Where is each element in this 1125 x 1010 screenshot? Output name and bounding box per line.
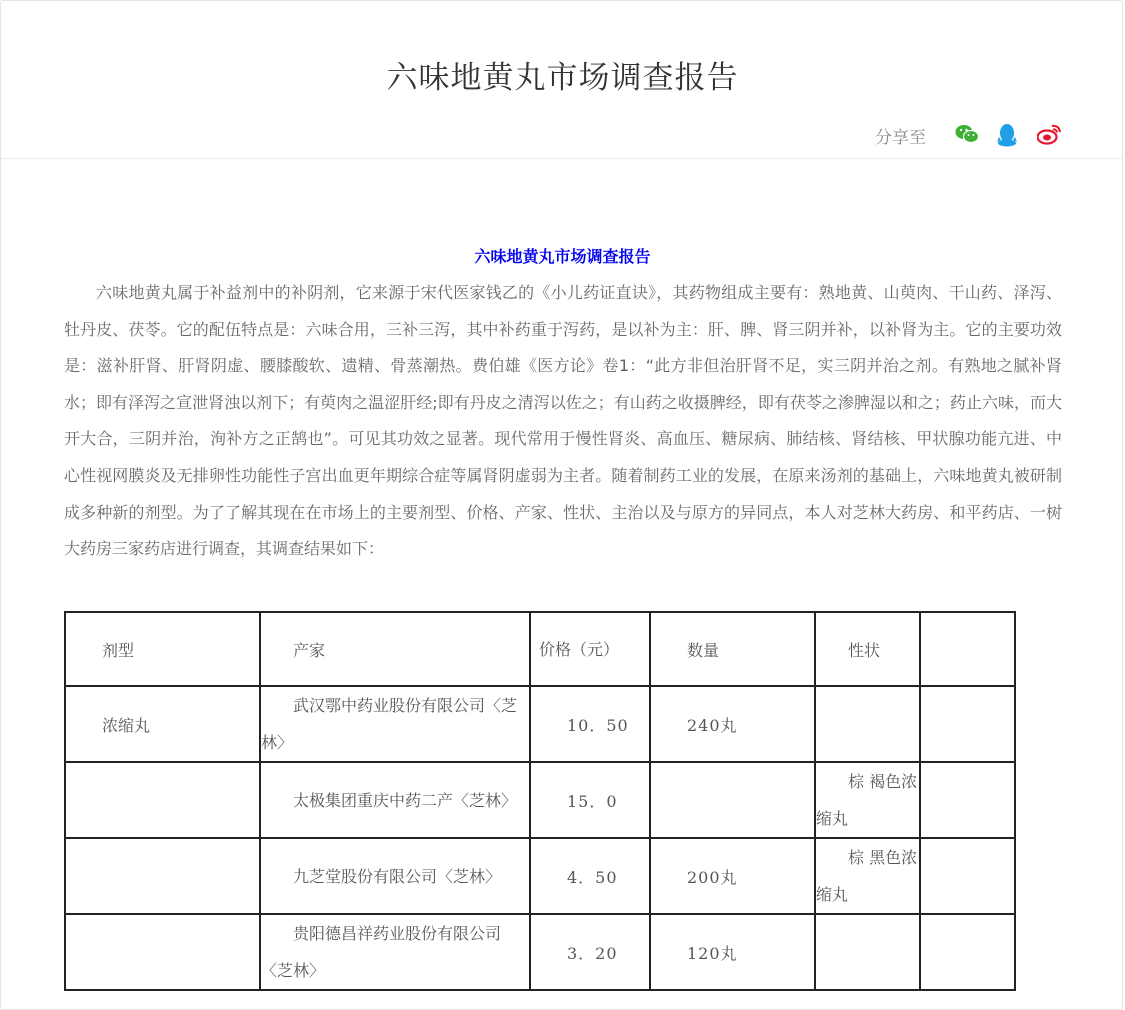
table-row bbox=[65, 686, 1015, 762]
table-cell: 太极集团重庆中药二产〈芝林〉 bbox=[260, 762, 530, 838]
table-cell: 浓缩丸 bbox=[65, 686, 260, 762]
wechat-icon[interactable] bbox=[955, 123, 979, 147]
table-cell: 240丸 bbox=[650, 686, 815, 762]
table-cell: 4．50 bbox=[530, 838, 650, 914]
table-cell bbox=[920, 914, 1015, 990]
share-label: 分享至 bbox=[875, 127, 926, 148]
table-cell bbox=[920, 686, 1015, 762]
header-cell: 价格（元） bbox=[530, 612, 650, 686]
table-cell: 贵阳德昌祥药业股份有限公司〈芝林〉 bbox=[260, 914, 530, 990]
table-row bbox=[65, 838, 1015, 914]
share-bar bbox=[875, 120, 1061, 150]
article-body: 六味地黄丸属于补益剂中的补阴剂，它来源于宋代医家钱乙的《小儿药证直诀》，其药物组成主要有：熟地黄、山萸肉、干山药、泽泻、牡丹皮、茯苓。它的配伍特点是：六味合用，三补三泻，其中补药重于泻药，是以补为主：肝、脾、肾三阴并补，以补肾为主。它的主要功效是：滋补肝肾、肝肾阴虚、腰膝酸软、遗精、骨蒸潮热。费伯雄《医方论》卷1：“此方非但治肝肾不足，实三阴并治之剂。有熟地之腻补肾水；即有泽泻之宣泄肾浊以剂下；有萸肉之温涩肝经;即有丹皮之清泻以佐之；有山药之收摄脾经，即有茯苓之渗脾湿以和之；药止六味，而大开大合，三阴并治，洵补方之正鹄也”。可见其功效之显著。现代常用于慢性肾炎、高血压、糖尿病、肺结核、肾结核、甲状腺功能亢进、中心性视网膜炎及无排卵性功能性子宫出血更年期综合症等属肾阴虚弱为主者。随着制药工业的发展，在原来汤剂的基础上，六味地黄丸被研制成多种新的剂型。为了了解其现在在市场上的主要剂型、价格、产家、性状、主治以及与原方的异同点，本人对芝林大药房、和平药店、一树大药房三家药店进行调查，其调查结果如下： bbox=[64, 283, 1062, 559]
header-cell: 剂型 bbox=[65, 612, 260, 686]
table-row bbox=[65, 914, 1015, 990]
page-title: 六味地黄丸市场调查报告 bbox=[386, 60, 739, 96]
header-cell: 数量 bbox=[650, 612, 815, 686]
table-row bbox=[65, 762, 1015, 838]
weibo-icon[interactable] bbox=[1037, 123, 1061, 147]
header-cell: 性状 bbox=[815, 612, 920, 686]
table-cell bbox=[65, 914, 260, 990]
table-cell bbox=[815, 914, 920, 990]
table-cell: 3．20 bbox=[530, 914, 650, 990]
table-cell: 120丸 bbox=[650, 914, 815, 990]
table-cell bbox=[815, 686, 920, 762]
table-cell bbox=[65, 762, 260, 838]
table-cell: 九芝堂股份有限公司〈芝林〉 bbox=[260, 838, 530, 914]
survey-table bbox=[64, 611, 1016, 991]
header-cell bbox=[920, 612, 1015, 686]
table-cell bbox=[65, 838, 260, 914]
table-header-row bbox=[65, 612, 1015, 686]
article-title: 六味地黄丸市场调查报告 bbox=[474, 247, 651, 266]
table-cell: 200丸 bbox=[650, 838, 815, 914]
header-cell: 产家 bbox=[260, 612, 530, 686]
table-cell: 10．50 bbox=[530, 686, 650, 762]
table-cell: 棕 黑色浓缩丸 bbox=[815, 838, 920, 914]
header-divider bbox=[1, 158, 1122, 159]
qq-icon[interactable] bbox=[996, 123, 1020, 147]
table-cell: 武汉鄂中药业股份有限公司〈芝林〉 bbox=[260, 686, 530, 762]
table-cell bbox=[920, 838, 1015, 914]
table-cell: 棕 褐色浓缩丸 bbox=[815, 762, 920, 838]
table-cell: 15．0 bbox=[530, 762, 650, 838]
table-cell bbox=[650, 762, 815, 838]
table-cell bbox=[920, 762, 1015, 838]
